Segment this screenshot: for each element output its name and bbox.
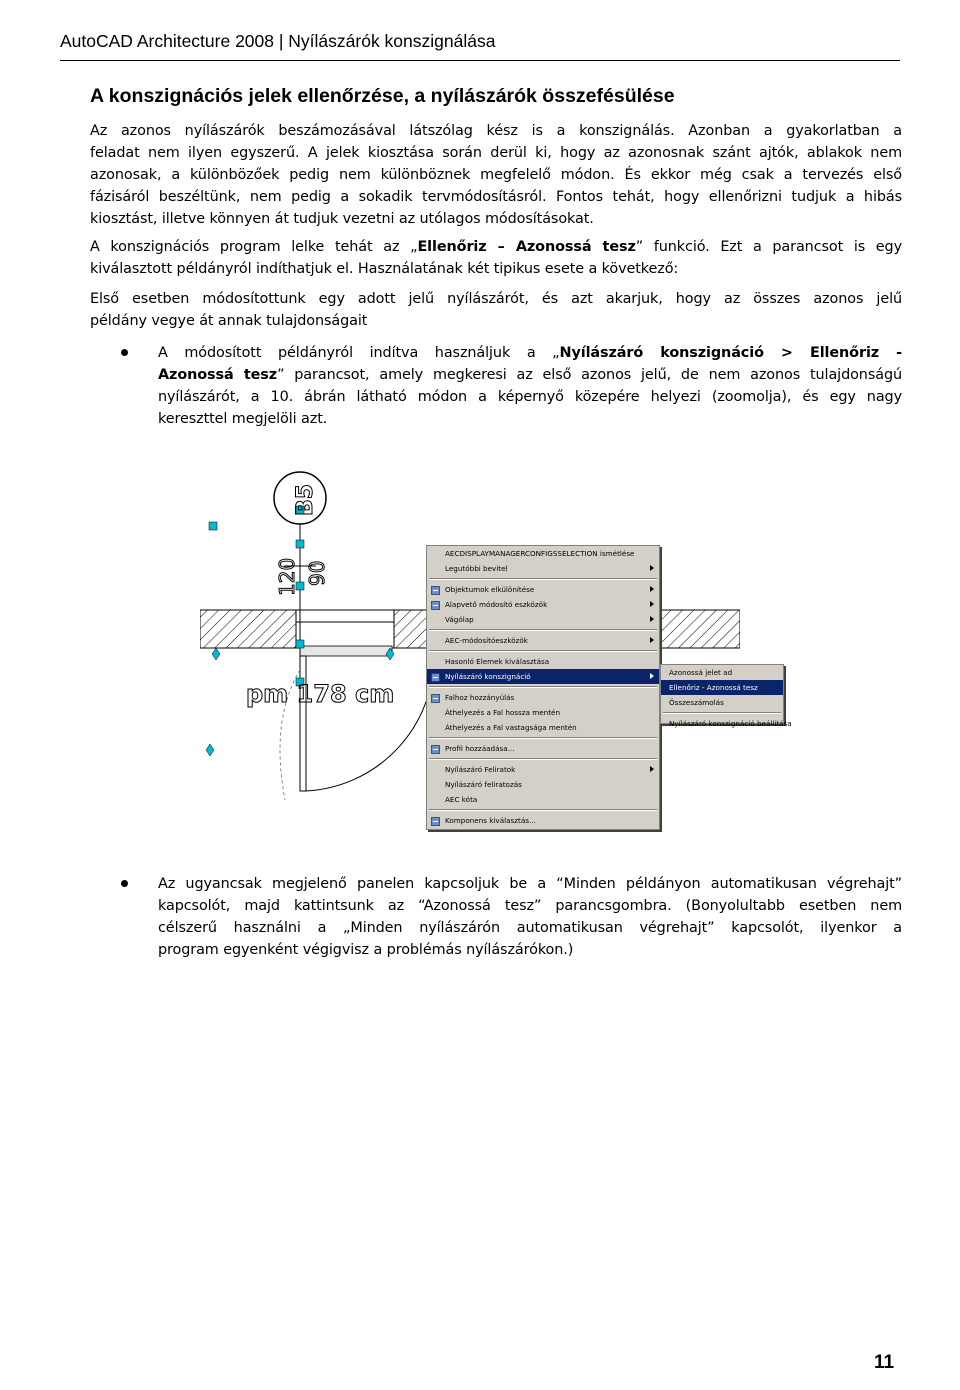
running-head: AutoCAD Architecture 2008 | Nyílászárók konszignálása	[60, 31, 496, 51]
paragraph-line: Első esetben módosítottunk egy adott jelű nyílászárót, és azt akarjuk, hogy az összes azonos jelű	[90, 291, 902, 307]
menu-item[interactable]	[427, 762, 659, 777]
menu-item-label: AEC-módosítóeszközök	[445, 636, 528, 645]
wall-left-hatch	[200, 610, 296, 648]
menu-item-label: AEC kóta	[445, 795, 478, 804]
submenu-arrow-icon	[650, 601, 654, 607]
menu-separator	[429, 809, 657, 811]
menu-item-label: Nyílászáró konszignáció	[445, 672, 531, 681]
text-run: A konszignációs program lelke tehát az „	[90, 239, 418, 255]
tag-label: B5	[293, 483, 318, 516]
menu-item-label: Legutóbbi bevitel	[445, 564, 508, 573]
menu-item[interactable]	[661, 695, 783, 710]
bullet-dot	[121, 349, 128, 356]
dimension-label-90: 90	[305, 560, 329, 586]
menu-item[interactable]	[661, 716, 792, 731]
command-path: Nyílászáró konszignáció > Ellenőriz -	[559, 345, 903, 361]
bullet-line: kereszttel megjelöli azt.	[158, 411, 328, 427]
menu-item[interactable]	[427, 597, 659, 612]
bullet-line: program egyenként végigvisz a problémás nyílászárókon.)	[158, 942, 574, 958]
paragraph-line	[90, 236, 902, 258]
paragraph-line: feladat nem ilyen egyszerű. A jelek kiosztása során derül ki, hogy az azonosnak szánt ajtók, ablakok nem	[90, 145, 902, 161]
menu-item-label: AECDISPLAYMANAGERCONFIGSSELECTION ismétlése	[445, 549, 635, 558]
bullet-line: célszerű használni a „Minden nyílászárón automatikusan végrehajt” kapcsolót, ilyenkor a	[158, 920, 902, 936]
text-run: ” funkció. Ezt a parancsot is egy	[635, 239, 902, 255]
bullet-line: kapcsolót, majd kattintsunk az “Azonossá tesz” parancsgombra. (Bonyolultabb esetben nem	[158, 898, 902, 914]
menu-item-label: Objektumok elkülönítése	[445, 585, 535, 594]
menu-item-icon	[431, 744, 440, 753]
submenu-arrow-icon	[650, 673, 654, 679]
menu-item-icon	[431, 600, 440, 609]
bullet-line	[158, 364, 902, 386]
paragraph-line: kiosztást, illetve könnyen át tudjuk vezetni az utólagos módosításokat.	[90, 211, 594, 227]
menu-item[interactable]	[427, 561, 659, 576]
page-number: 11	[874, 1352, 895, 1373]
menu-item-label: Áthelyezés a Fal hossza mentén	[445, 708, 561, 717]
menu-item-label: Vágólap	[445, 615, 474, 624]
menu-item-icon	[431, 816, 440, 825]
paragraph-case-one	[90, 288, 902, 332]
header-rule	[60, 60, 900, 61]
text-run: A módosított példányról indítva használjuk a „	[158, 345, 560, 361]
paragraph-line: azonosak, a különbözőek pedig nem különböznek megfelelő módon. És ekkor még csak a tervezés első	[90, 167, 902, 183]
menu-item-label: Profil hozzáadása...	[445, 744, 515, 753]
bullet-line: Az ugyancsak megjelenő panelen kapcsoljuk be a “Minden példányon automatikusan végrehajt”	[158, 876, 902, 892]
paragraph-line: példány vegye át annak tulajdonságait	[90, 313, 368, 329]
menu-item[interactable]	[427, 813, 659, 828]
menu-separator	[429, 737, 657, 739]
paragraph-function	[90, 236, 902, 280]
dimension-label-120: 120	[275, 557, 299, 596]
bullet-line	[158, 342, 902, 364]
menu-item-label: Nyílászáró feliratozás	[445, 780, 522, 789]
menu-item-label: Hasonló Elemek kiválasztása	[445, 657, 550, 666]
menu-item[interactable]	[427, 633, 659, 648]
section-title: A konszignációs jelek ellenőrzése, a nyílászárók összefésülése	[90, 85, 675, 107]
menu-item[interactable]	[427, 669, 659, 684]
menu-item-label: Nyílászáró konszignáció beállítása	[669, 719, 792, 728]
menu-item-icon	[431, 672, 440, 681]
menu-item[interactable]	[661, 665, 783, 680]
menu-separator	[429, 686, 657, 688]
paragraph-line: kiválasztott példányról indíthatjuk el. Használatának két tipikus esete a következő:	[90, 261, 679, 277]
menu-separator	[429, 578, 657, 580]
menu-item-label: Ellenőriz - Azonossá tesz	[669, 683, 758, 692]
menu-item[interactable]	[427, 792, 659, 807]
context-menu[interactable]	[426, 545, 660, 830]
paragraph-intro	[90, 120, 902, 230]
submenu-arrow-icon	[650, 637, 654, 643]
menu-item-label: Alapvető módosító eszközök	[445, 600, 548, 609]
menu-separator	[429, 758, 657, 760]
menu-item[interactable]	[661, 680, 783, 695]
menu-item[interactable]	[427, 612, 659, 627]
menu-item[interactable]	[427, 690, 659, 705]
menu-separator	[663, 712, 781, 714]
submenu-arrow-icon	[650, 616, 654, 622]
menu-item-label: Áthelyezés a Fal vastagsága mentén	[445, 723, 577, 732]
menu-item[interactable]	[427, 741, 659, 756]
menu-item[interactable]	[427, 546, 659, 561]
parapet-height-label: pm 178 cm	[246, 680, 395, 708]
menu-separator	[429, 650, 657, 652]
paragraph-line: Az azonos nyílászárók beszámozásával látszólag kész is a konszignálás. Azonban a gyakorlatban a	[90, 123, 902, 139]
menu-item[interactable]	[427, 582, 659, 597]
menu-item[interactable]	[427, 705, 659, 720]
menu-item-icon	[431, 693, 440, 702]
bullet-dot	[121, 880, 128, 887]
menu-item-label: Falhoz hozzányúlás	[445, 693, 515, 702]
menu-item-icon	[431, 585, 440, 594]
paragraph-line: fázisáról beszéltünk, nem pedig a sokadik tervmódosításról. Fontos tehát, hogy ellenőrizni tudjuk a hibás	[90, 189, 902, 205]
submenu-arrow-icon	[650, 766, 654, 772]
command-name: Ellenőriz – Azonossá tesz	[417, 239, 636, 255]
menu-item[interactable]	[427, 654, 659, 669]
submenu-arrow-icon	[650, 565, 654, 571]
menu-item[interactable]	[427, 777, 659, 792]
konszignacio-submenu[interactable]	[660, 664, 792, 728]
menu-separator	[429, 629, 657, 631]
bullet-line: nyílászárót, a 10. ábrán látható módon a képernyő közepére helyezi (zoomolja), és egy nagy	[158, 389, 902, 405]
menu-item-label: Nyílászáró Feliratok	[445, 765, 516, 774]
bullet-item-2	[158, 873, 902, 961]
submenu-arrow-icon	[650, 586, 654, 592]
wall-right-hatch	[660, 610, 740, 648]
menu-item[interactable]	[427, 720, 659, 735]
bullet-item-1	[158, 342, 902, 430]
command-path: Azonossá tesz	[158, 367, 278, 383]
menu-item-label: Komponens kiválasztás...	[445, 816, 536, 825]
menu-item-label: Összeszámolás	[669, 698, 724, 707]
menu-item-label: Azonossá jelet ad	[669, 668, 733, 677]
text-run: ” parancsot, amely megkeresi az első azonos jelű, de nem azonos tulajdonságú	[277, 367, 902, 383]
